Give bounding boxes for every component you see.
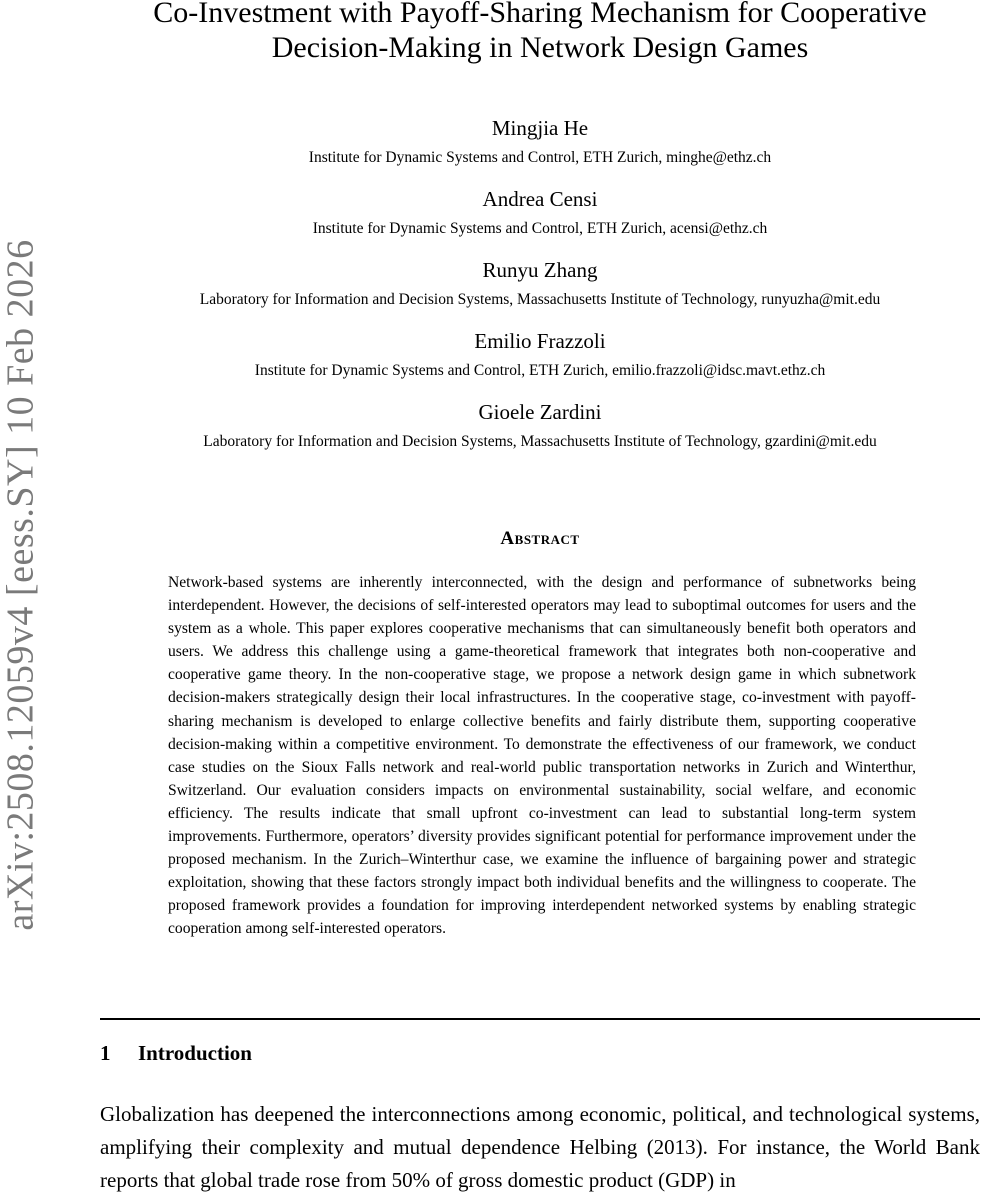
author-affiliation: Institute for Dynamic Systems and Control, ETH Zurich, emilio.frazzoli@idsc.mavt.ethz.ch — [254, 362, 826, 379]
arxiv-identifier: arXiv:2508.12059v4 [eess.SY] 10 Feb 2026 — [0, 239, 42, 931]
section-title: Introduction — [138, 1041, 252, 1065]
author-name: Andrea Censi — [482, 187, 598, 211]
paper-title: Co-Investment with Payoff-Sharing Mechanism for Cooperative Decision-Making in Network Design Games — [153, 0, 927, 64]
section-heading — [100, 1041, 252, 1066]
author-name: Gioele Zardini — [478, 400, 602, 424]
author-list — [100, 114, 980, 469]
author-affiliation: Laboratory for Information and Decision Systems, Massachusetts Institute of Technology, runyuzha@mit.edu — [199, 291, 881, 308]
author-name: Runyu Zhang — [482, 258, 598, 282]
introduction-text: Globalization has deepened the interconnections among economic, political, and technological systems, amplifying their complexity and mutual dependence Helbing (2013). For instance, the World Bank reports that global trade rose from 50% of gross domestic product (GDP) in — [100, 1102, 980, 1192]
author-block — [100, 185, 980, 256]
author-name: Mingjia He — [491, 116, 589, 140]
author-block — [100, 398, 980, 469]
author-block — [100, 327, 980, 398]
arxiv-sidebar — [0, 240, 42, 930]
author-affiliation: Laboratory for Information and Decision Systems, Massachusetts Institute of Technology, gzardini@mit.edu — [203, 433, 877, 450]
author-affiliation: Institute for Dynamic Systems and Control, ETH Zurich, minghe@ethz.ch — [308, 149, 772, 166]
author-block — [100, 114, 980, 185]
author-affiliation: Institute for Dynamic Systems and Control, ETH Zurich, acensi@ethz.ch — [312, 220, 768, 237]
author-block — [100, 256, 980, 327]
abstract-text: Network-based systems are inherently interconnected, with the design and performance of subnetworks being interdependent. However, the decisions of self-interested operators may lead to suboptimal outcomes for users and the system as a whole. This paper explores cooperative mechanisms that can simultaneously benefit both operators and users. We address this challenge using a game-theoretical framework that integrates both non-cooperative and cooperative game theory. In the non-cooperative stage, we propose a network design game in which subnetwork decision-makers strategically design their local infrastructures. In the cooperative stage, co-investment with payoff-sharing mechanism is developed to enlarge collective benefits and fairly distribute them, supporting cooperative decision-making within a competitive environment. To demonstrate the effectiveness of our framework, we conduct case studies on the Sioux Falls network and real-world public transportation networks in Zurich and Winterthur, Switzerland. Our evaluation considers impacts on environmental sustainability, social welfare, and economic efficiency. The results indicate that small upfront co-investment can lead to substantial long-term system improvements. Furthermore, operators’ diversity provides significant potential for performance improvement under the proposed mechanism. In the Zurich–Winterthur case, we examine the influence of bargaining power and strategic exploitation, showing that these factors strongly impact both individual benefits and the willingness to cooperate. The proposed framework provides a foundation for improving interdependent networked systems by enabling strategic cooperation among self-interested operators. — [168, 574, 916, 938]
author-name: Emilio Frazzoli — [474, 329, 606, 353]
section-number: 1 — [100, 1041, 111, 1065]
section-divider — [100, 1018, 980, 1020]
abstract-heading: Abstract — [500, 528, 580, 549]
